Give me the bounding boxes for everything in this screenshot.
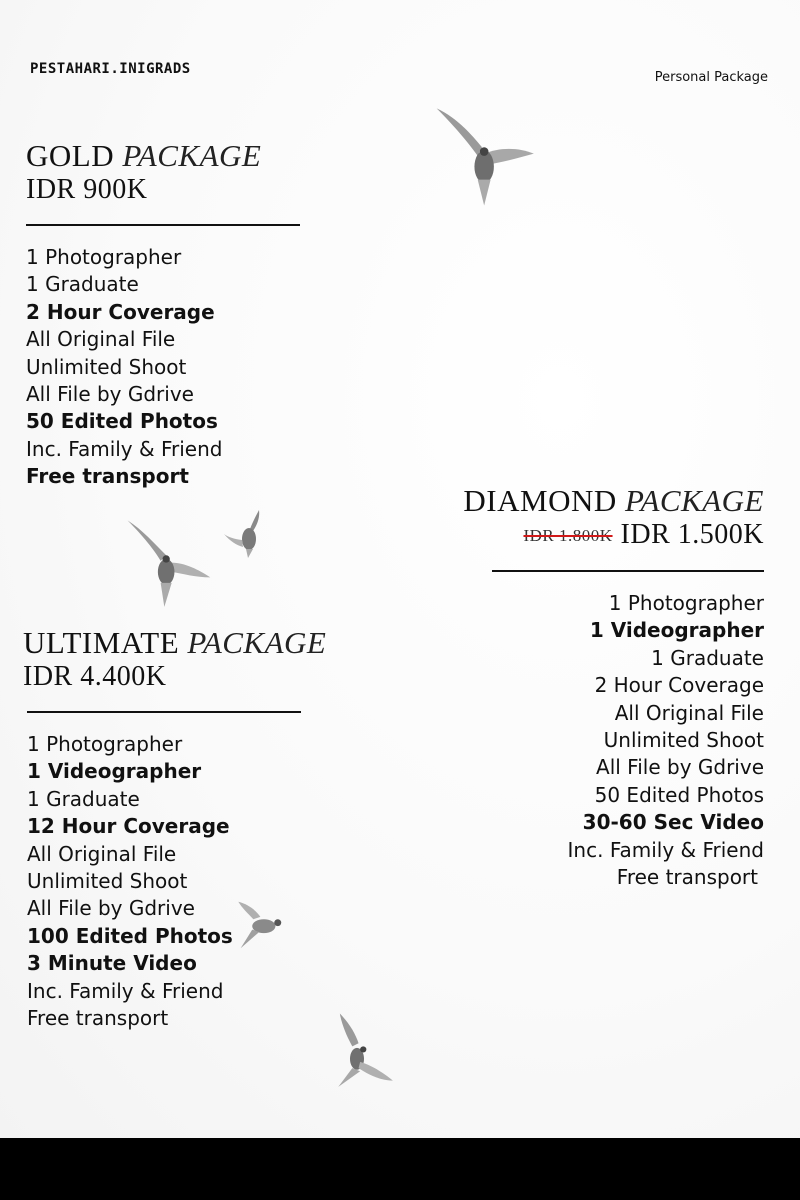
footer-bar — [0, 1138, 800, 1200]
dove-icon — [222, 500, 272, 568]
feature-item: 100 Edited Photos — [27, 923, 233, 948]
package-name: GOLD — [26, 138, 115, 173]
package-title — [430, 484, 764, 518]
feature-item: 1 Videographer — [589, 618, 764, 643]
feature-item: 1 Graduate — [26, 272, 139, 297]
feature-item: 3 Minute Video — [27, 951, 197, 976]
feature-item: All File by Gdrive — [26, 382, 194, 407]
price: IDR 4.400K — [23, 661, 167, 692]
package-word: PACKAGE — [187, 625, 327, 660]
feature-item: 50 Edited Photos — [26, 409, 218, 434]
feature-item: 30-60 Sec Video — [582, 810, 764, 835]
feature-item: All Original File — [27, 841, 177, 866]
feature-item: All File by Gdrive — [596, 755, 764, 780]
feature-item: 50 Edited Photos — [594, 782, 764, 807]
package-title — [23, 625, 327, 660]
feature-item: 2 Hour Coverage — [26, 299, 215, 324]
price: IDR 900K — [26, 174, 148, 205]
feature-item: Inc. Family & Friend — [26, 436, 223, 461]
package-word: PACKAGE — [122, 138, 262, 173]
diamond-package — [430, 484, 764, 891]
feature-list — [430, 590, 764, 891]
feature-item: 1 Graduate — [651, 645, 764, 670]
feature-item: All File by Gdrive — [27, 896, 195, 921]
package-price — [23, 660, 301, 694]
package-price — [26, 173, 300, 207]
dove-icon — [420, 104, 544, 212]
page-subtitle: Personal Package — [654, 70, 768, 85]
feature-item: 1 Graduate — [27, 786, 140, 811]
feature-item: Inc. Family & Friend — [27, 978, 224, 1003]
gold-package — [26, 139, 300, 491]
feature-item: 1 Photographer — [608, 591, 764, 615]
divider — [26, 224, 300, 226]
package-name: DIAMOND — [463, 483, 617, 518]
feature-list — [27, 731, 301, 1032]
old-price: IDR 1.800K — [523, 526, 613, 545]
package-word: PACKAGE — [625, 483, 764, 518]
feature-item: Inc. Family & Friend — [567, 837, 764, 862]
feature-item: Unlimited Shoot — [603, 728, 764, 753]
brand-name: PESTAHARI.INIGRADS — [30, 61, 191, 77]
divider — [492, 570, 764, 572]
feature-item: All Original File — [614, 700, 764, 725]
feature-item: Free transport — [27, 1006, 169, 1031]
feature-item: 1 Photographer — [27, 732, 183, 756]
feature-item: Free transport — [26, 464, 189, 489]
feature-item: 2 Hour Coverage — [594, 673, 764, 698]
feature-item: 1 Videographer — [27, 759, 202, 784]
package-price — [430, 518, 764, 553]
package-name: ULTIMATE — [23, 625, 180, 660]
ultimate-package — [23, 625, 327, 1032]
dove-icon — [318, 1003, 396, 1099]
feature-item: Unlimited Shoot — [27, 869, 188, 894]
feature-item: All Original File — [26, 327, 176, 352]
feature-item: 1 Photographer — [26, 245, 182, 269]
divider — [27, 711, 301, 713]
feature-item: Free transport — [616, 865, 758, 890]
price: IDR 1.500K — [620, 519, 764, 550]
package-title — [26, 139, 300, 173]
feature-item: Unlimited Shoot — [26, 354, 187, 379]
dove-icon — [122, 517, 214, 612]
feature-item: 12 Hour Coverage — [27, 814, 230, 839]
feature-list — [26, 244, 300, 491]
